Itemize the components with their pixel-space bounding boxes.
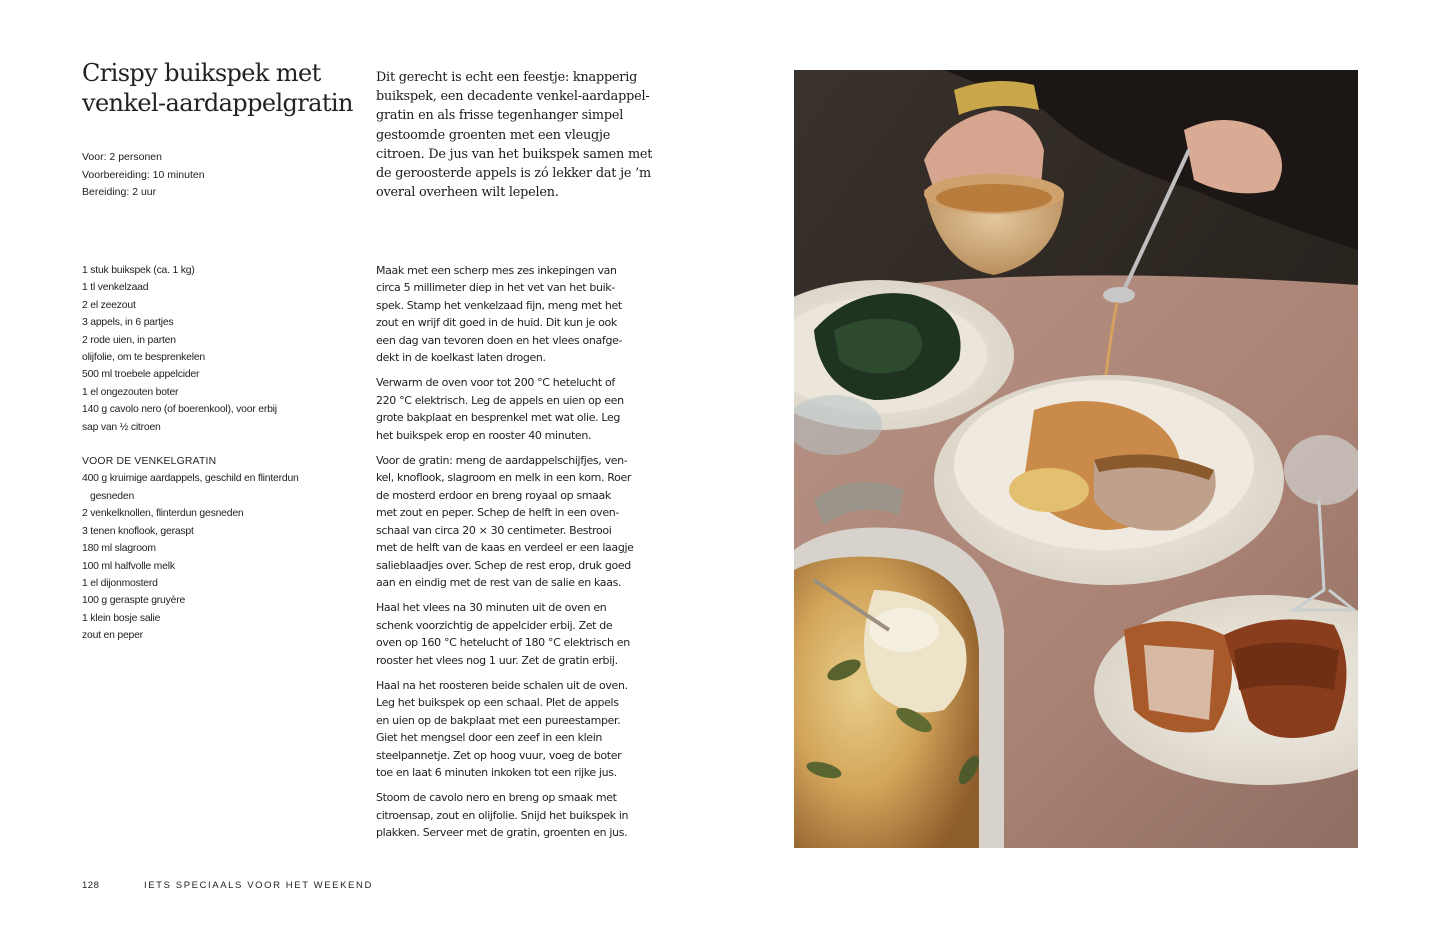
method-steps	[376, 262, 666, 850]
method-line: met zout en peper. Schep de helft in een oven-	[376, 506, 619, 520]
gratin-ingredient-item: 1 el dijonmosterd	[82, 577, 158, 589]
method-line: Verwarm de oven voor tot 200 °C hetelucht of	[376, 376, 615, 390]
cook-time-text: Bereiding: 2 uur	[82, 186, 157, 198]
method-line: citroensap, zout en olijfolie. Snijd het buikspek in	[376, 808, 629, 822]
method-step	[376, 677, 666, 781]
method-line: rooster het vlees nog 1 uur. Zet de gratin erbij.	[376, 653, 618, 667]
intro-line: gestoomde groenten met een vleugje	[376, 127, 611, 143]
method-line: Maak met een scherp mes zes inkepingen van	[376, 264, 617, 277]
method-line: kel, knoflook, slagroom en melk in een kom. Roer	[376, 471, 632, 485]
recipe-meta	[82, 149, 342, 202]
ingredient-item: 1 el ongezouten boter	[82, 386, 179, 398]
method-line: plakken. Serveer met de gratin, groenten en jus.	[376, 826, 628, 840]
gratin-ingredient-item: 2 venkelknollen, flinterdun gesneden	[82, 508, 244, 520]
ingredient-item: sap van ½ citroen	[82, 421, 161, 433]
method-line: 220 °C elektrisch. Leg de appels en uien op een	[376, 393, 624, 407]
intro-line: gratin en als frisse tegenhanger simpel	[376, 108, 624, 124]
recipe-title-line: Crispy buikspek met	[82, 59, 321, 87]
method-step	[376, 789, 666, 841]
method-step	[376, 599, 666, 669]
method-step	[376, 374, 666, 444]
intro-line: overal overheen wilt lepelen.	[376, 185, 559, 201]
method-line: Haal na het roosteren beide schalen uit de oven.	[376, 678, 628, 692]
method-line: en uien op de bakplaat met een pureestamper.	[376, 713, 621, 727]
method-line: schaal van circa 20 × 30 centimeter. Bestrooi	[376, 523, 612, 537]
gratin-ingredient-item: 100 ml halfvolle melk	[82, 560, 175, 572]
method-line: schenk voorzichtig de appelcider erbij. Zet de	[376, 618, 613, 632]
method-line: spek. Stamp het venkelzaad fijn, meng met het	[376, 298, 622, 312]
section-title: IETS SPECIAALS VOOR HET WEEKEND	[144, 880, 373, 891]
method-line: dekt in de koelkast laten drogen.	[376, 351, 546, 365]
method-line: aan en eindig met de rest van de salie en kaas.	[376, 575, 622, 589]
ingredient-item: 1 tl venkelzaad	[82, 282, 149, 294]
method-line: Giet het mengsel door een zeef in een klein	[376, 731, 603, 745]
gratin-ingredient-item: 1 klein bosje salie	[82, 612, 161, 624]
recipe-title-line: venkel-aardappelgratin	[82, 89, 353, 117]
ingredient-item: 3 appels, in 6 partjes	[82, 317, 174, 329]
gratin-ingredient-item: 180 ml slagroom	[82, 543, 156, 555]
method-line: een dag van tevoren doen en het vlees onafge-	[376, 333, 623, 347]
ingredient-item: 140 g cavolo nero (of boerenkool), voor erbij	[82, 404, 277, 416]
method-line: met de helft van de kaas en verdeel er een laagje	[376, 541, 634, 555]
food-photo	[794, 70, 1358, 848]
ingredient-item: 500 ml troebele appelcider	[82, 369, 200, 381]
method-line: Haal het vlees na 30 minuten uit de oven en	[376, 601, 607, 615]
servings-text: Voor: 2 personen	[82, 151, 162, 163]
ingredient-item: 2 rode uien, in parten	[82, 334, 176, 346]
gratin-ingredient-item: 3 tenen knoflook, geraspt	[82, 525, 194, 537]
gratin-ingredient-item: gesneden	[90, 490, 135, 502]
gratin-heading: VOOR DE VENKELGRATIN	[82, 456, 217, 468]
intro-line: Dit gerecht is echt een feestje: knapperig	[376, 70, 638, 85]
intro-line: de geroosterde appels is zó lekker dat je ’m	[376, 166, 651, 182]
intro-line: buikspek, een decadente venkel-aardappel-	[376, 89, 650, 105]
method-line: het buikspek erop en rooster 40 minuten.	[376, 428, 592, 442]
intro-paragraph	[376, 68, 676, 202]
intro-line: citroen. De jus van het buikspek samen met	[376, 146, 653, 162]
method-line: oven op 160 °C hetelucht of 180 °C elektrisch en	[376, 636, 630, 650]
method-step	[376, 452, 666, 591]
ingredient-item: 1 stuk buikspek (ca. 1 kg)	[82, 265, 195, 276]
method-line: Voor de gratin: meng de aardappelschijfjes, ven-	[376, 454, 628, 468]
method-line: salieblaadjes over. Schep de rest erop, druk goed	[376, 558, 631, 572]
method-line: grote bakplaat en besprenkel met wat olie. Leg	[376, 411, 621, 425]
recipe-title	[82, 58, 362, 118]
method-step	[376, 262, 666, 366]
method-line: de mosterd erdoor en breng royaal op smaak	[376, 488, 611, 502]
ingredients-list	[82, 262, 352, 645]
gratin-ingredient-item: 400 g kruimige aardappels, geschild en flinterdun	[82, 473, 299, 485]
ingredient-item: olijfolie, om te besprenkelen	[82, 352, 206, 364]
gratin-ingredient-item: 100 g geraspte gruyère	[82, 595, 186, 607]
method-line: Stoom de cavolo nero en breng op smaak met	[376, 791, 617, 805]
method-line: circa 5 millimeter diep in het vet van het buik-	[376, 281, 615, 295]
page-number: 128	[82, 880, 100, 891]
method-line: toe en laat 6 minuten inkoken tot een rijke jus.	[376, 765, 617, 779]
prep-time-text: Voorbereiding: 10 minuten	[82, 168, 205, 181]
method-line: zout en wrijf dit goed in de huid. Dit kun je ook	[376, 316, 617, 330]
gratin-ingredient-item: zout en peper	[82, 630, 143, 642]
ingredient-item: 2 el zeezout	[82, 299, 136, 311]
method-line: steelpannetje. Zet op hoog vuur, voeg de boter	[376, 748, 622, 762]
method-line: Leg het buikspek op een schaal. Plet de appels	[376, 696, 619, 710]
